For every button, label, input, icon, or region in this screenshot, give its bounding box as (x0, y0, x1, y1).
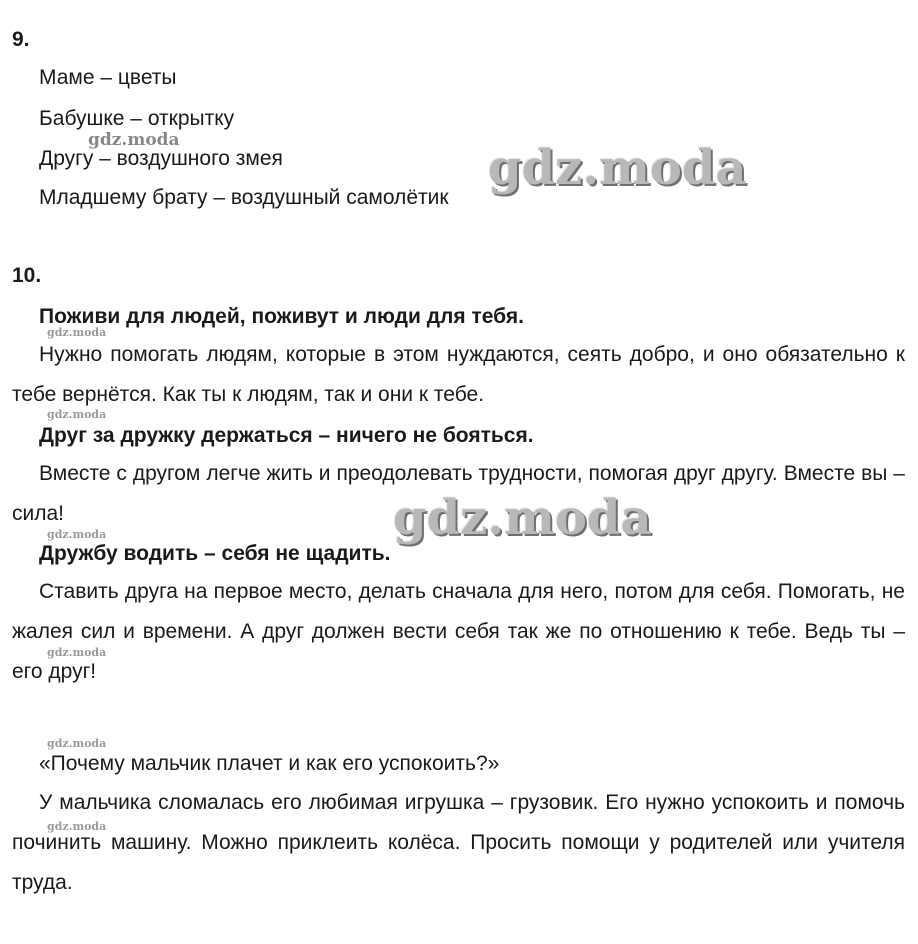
proverb-3-text: Ставить друга на первое место, делать сначала для него, потом для себя. Помогать, не жалея сил и времени. А друг должен вести себя так же по отношению к тебе. Ведь ты – его друг! (12, 580, 905, 683)
task-9-line-1: Маме – цветы (39, 66, 177, 89)
proverb-3-title: Дружбу водить – себя не щадить. (39, 542, 391, 565)
watermark-tiny-3: gdz.moda (47, 528, 107, 541)
watermark-tiny-2: gdz.moda (47, 408, 107, 421)
proverb-1-title: Поживи для людей, поживут и люди для тебя. (39, 305, 524, 328)
proverb-1-text: Нужно помогать людям, которые в этом нуждаются, сеять добро, и оно обязательно к тебе вернётся. Как ты к людям, так и они к тебе. (12, 343, 905, 406)
watermark-tiny-1: gdz.moda (47, 326, 107, 339)
task-9-line-2: Бабушке – открытку (39, 107, 235, 130)
task-9-line-3: Другу – воздушного змея (39, 147, 283, 170)
watermark-tiny-6: gdz.moda (47, 820, 107, 833)
story-text: У мальчика сломалась его любимая игрушка – грузовик. Его нужно успокоить и помочь починить машину. Можно приклеить колёса. Просить помощи у родителей или учителя труда. (12, 791, 905, 894)
story-title: «Почему мальчик плачет и как его успокоить?» (39, 752, 500, 775)
proverb-2-text: Вместе с другом легче жить и преодолевать трудности, помогая друг другу. Вместе вы – сила! (12, 462, 905, 525)
task-9-number: 9. (12, 28, 30, 51)
watermark-tiny-5: gdz.moda (47, 737, 107, 750)
watermark-large-2: gdz.moda (393, 490, 652, 546)
task-10-number: 10. (12, 264, 42, 287)
watermark-tiny-4: gdz.moda (47, 646, 107, 659)
watermark-large-1: gdz.moda (488, 140, 747, 196)
proverb-2-title: Друг за дружку держаться – ничего не бояться. (39, 424, 534, 447)
watermark-small-1: gdz.moda (88, 130, 180, 150)
task-9-line-4: Младшему брату – воздушный самолётик (39, 186, 449, 209)
